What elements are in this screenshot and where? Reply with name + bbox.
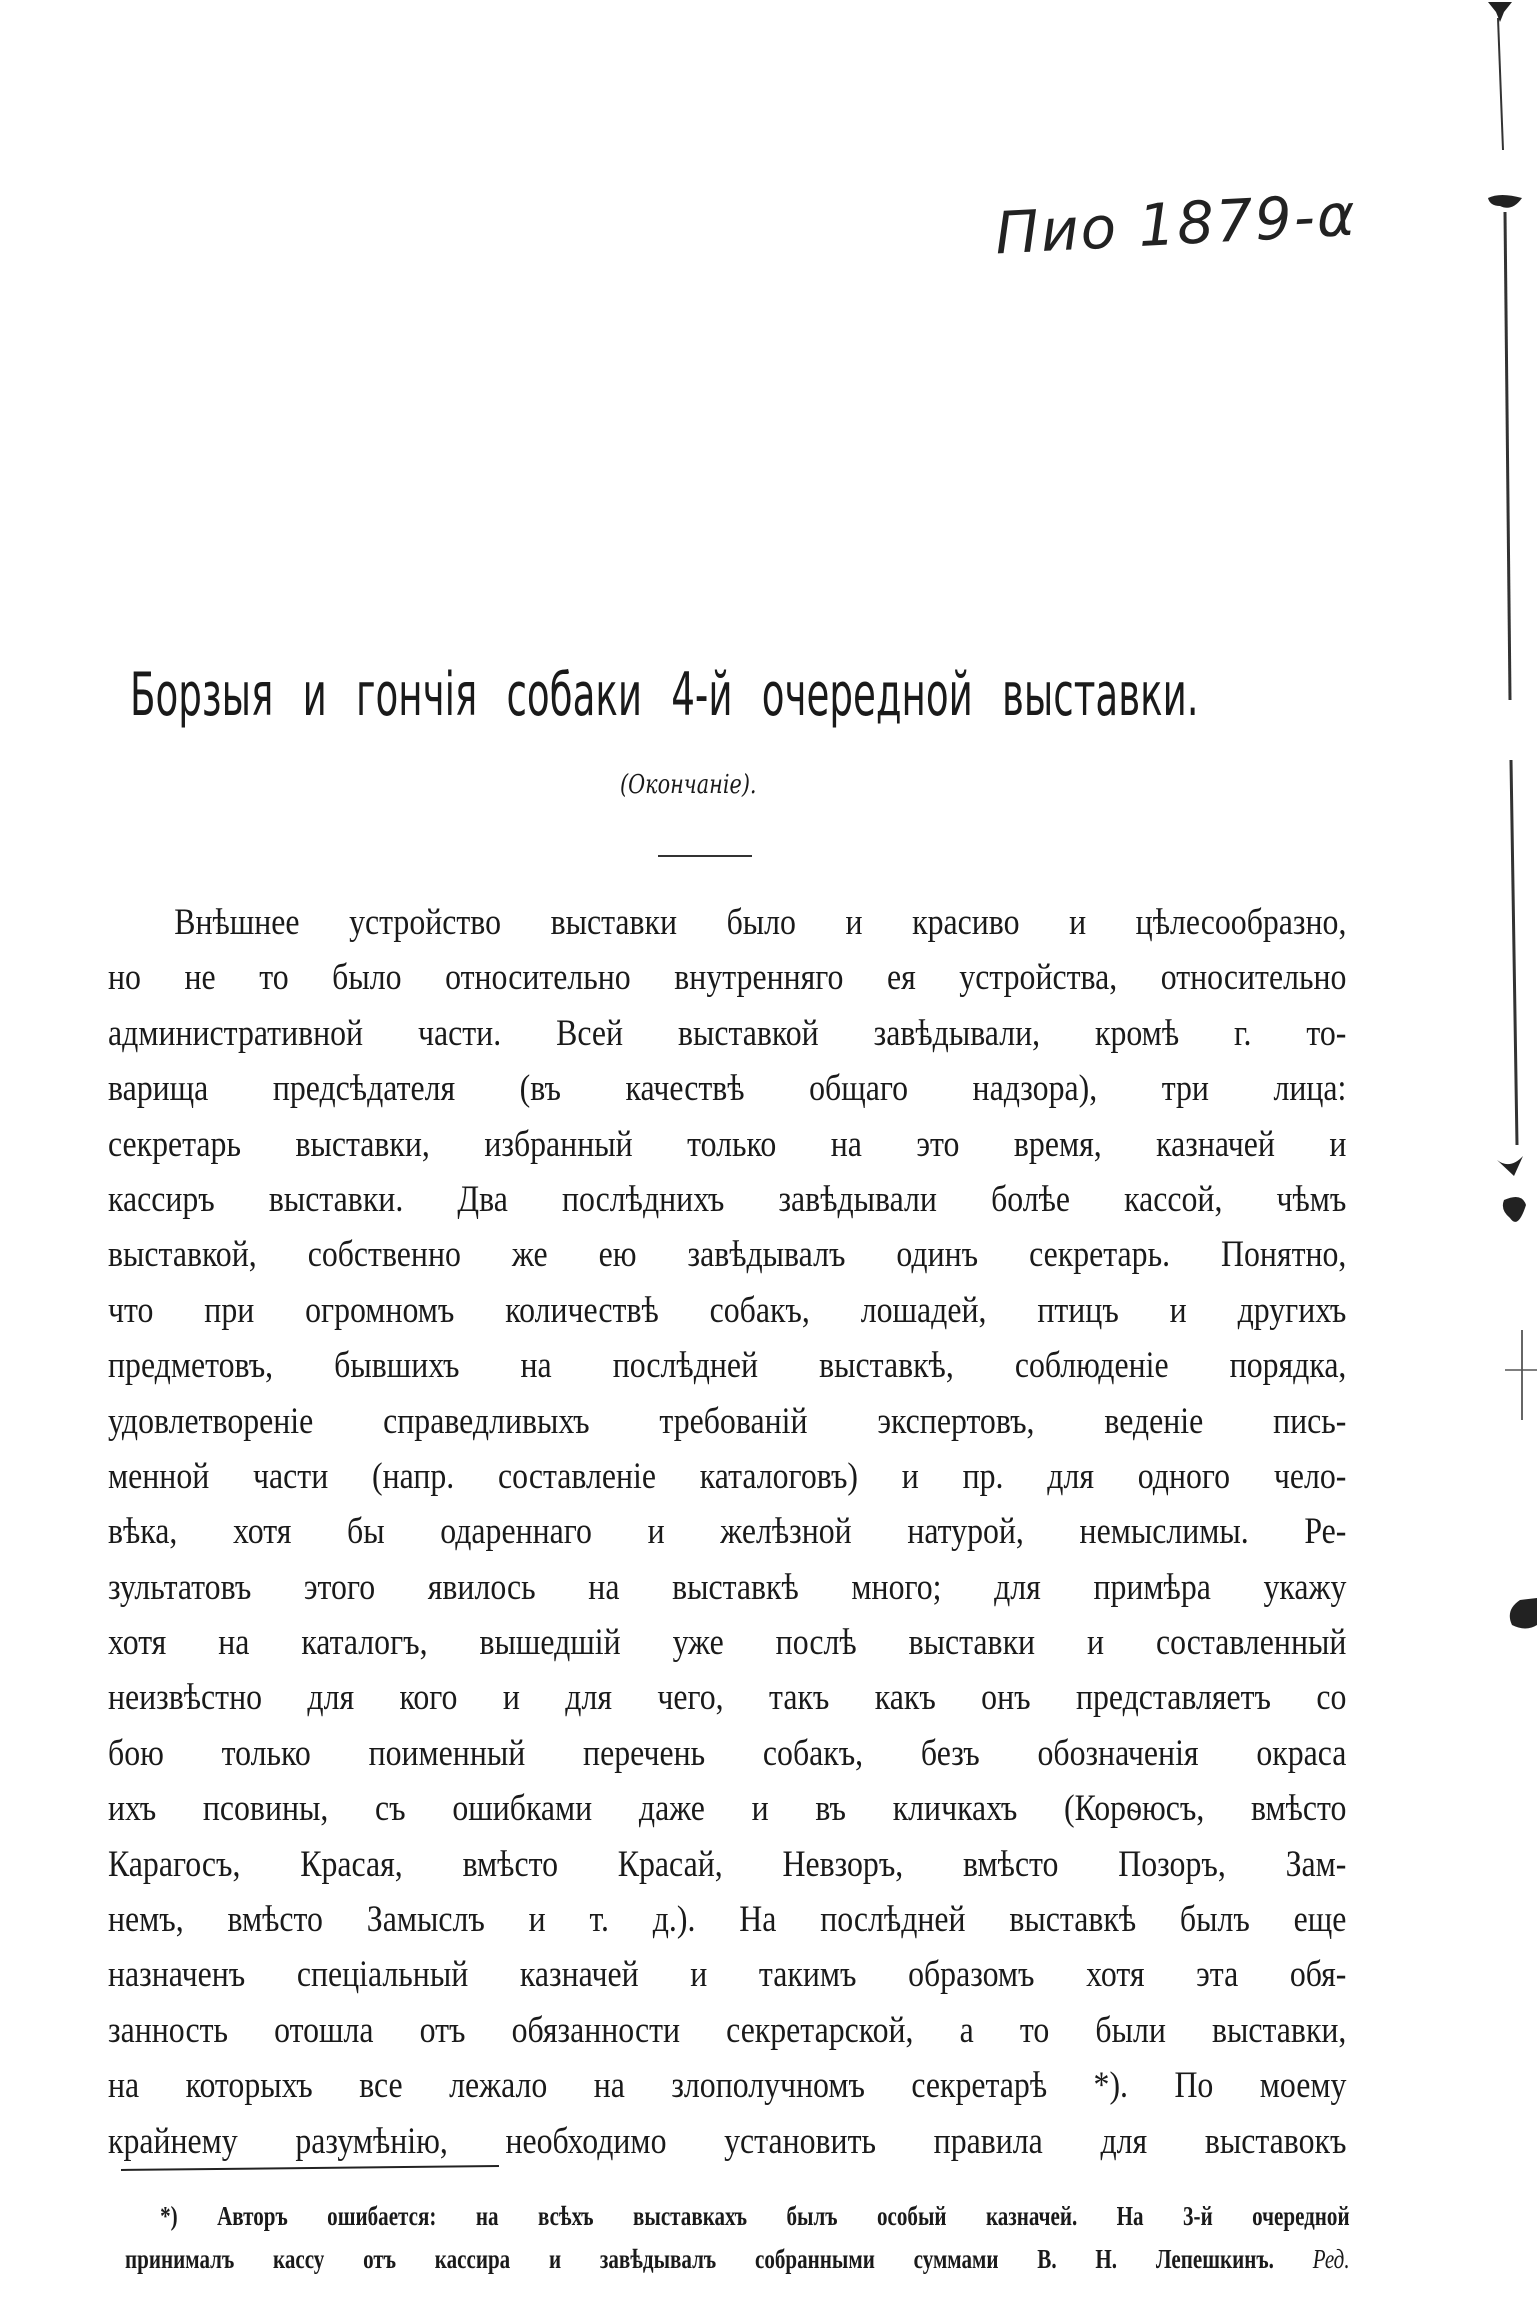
body-line: удовлетвореніе справедливыхъ требованій экспертовъ, веденіе пись- (108, 1400, 1347, 1442)
body-line: что при огромномъ количествѣ собакъ, лошадей, птицъ и другихъ (108, 1289, 1347, 1331)
body-line: бою только поименный перечень собакъ, безъ обозначенія окраса (108, 1732, 1347, 1774)
article-subtitle: (Окончаніе). (620, 770, 757, 800)
body-line: немъ, вмѣсто Замыслъ и т. д.). На послѣдней выставкѣ былъ еще (108, 1899, 1347, 1941)
body-line: назначенъ спеціальный казначей и такимъ образомъ хотя эта обя- (108, 1954, 1347, 1996)
handwritten-archive-note: Пио 1879-α (993, 180, 1359, 268)
body-line: кассиръ выставки. Два послѣднихъ завѣдывали болѣе кассой, чѣмъ (108, 1178, 1347, 1220)
article-body (108, 895, 1348, 2169)
body-line: неизвѣстно для кого и для чего, такъ какъ онъ представляетъ со (108, 1677, 1347, 1719)
body-line: хотя на каталогъ, вышедшій уже послѣ выставки и составленный (108, 1622, 1347, 1664)
body-line: зультатовъ этого явилось на выставкѣ много; для примѣра укажу (108, 1566, 1347, 1608)
body-line: варища предсѣдателя (въ качествѣ общаго надзора), три лица: (108, 1068, 1347, 1110)
body-line: вѣка, хотя бы одареннаго и желѣзной натурой, немыслимы. Ре- (108, 1511, 1347, 1553)
body-line: предметовъ, бывшихъ на послѣдней выставкѣ, соблюденіе порядка, (108, 1345, 1347, 1387)
editor-mark: Ред. (1312, 2244, 1350, 2274)
title-separator (658, 855, 752, 857)
body-line: но не то было относительно внутренняго ея устройства, относительно (108, 957, 1347, 999)
footnote-line: *) Авторъ ошибается: на всѣхъ выставкахъ былъ особый казначей. На 3-й очередной (160, 2201, 1350, 2231)
body-line: занность отошла отъ обязанности секретарской, а то были выставки, (108, 2009, 1347, 2051)
footnote-line-text: принималъ кассу отъ кассира и завѣдывалъ собранными суммами В. Н. Лепешкинъ. (125, 2244, 1274, 2274)
body-line: на которыхъ все лежало на злополучномъ секретарѣ *). По моему (108, 2065, 1347, 2107)
footnote-line (125, 2238, 1350, 2281)
body-line: секретарь выставки, избранный только на это время, казначей и (108, 1123, 1347, 1165)
body-line: Карагосъ, Красая, вмѣсто Красай, Невзоръ, вмѣсто Позоръ, Зам- (108, 1843, 1347, 1885)
body-line: Внѣшнее устройство выставки было и красиво и цѣлесообразно, (174, 902, 1347, 943)
body-line: административной части. Всей выставкой завѣдывали, кромѣ г. то- (108, 1012, 1347, 1054)
footnote (125, 2195, 1365, 2281)
body-line: выставкой, собственно же ею завѣдывалъ одинъ секретарь. Понятно, (108, 1234, 1347, 1276)
body-line: ихъ псовины, съ ошибками даже и въ кличкахъ (Корѳюсъ, вмѣсто (108, 1788, 1347, 1830)
article-title: Борзыя и гончія собаки 4-й очередной выставки. (130, 660, 1199, 730)
body-line: крайнему разумѣнію, необходимо установить правила для выставокъ (108, 2120, 1347, 2162)
body-line: менной части (напр. составленіе каталоговъ) и пр. для одного чело- (108, 1455, 1347, 1497)
